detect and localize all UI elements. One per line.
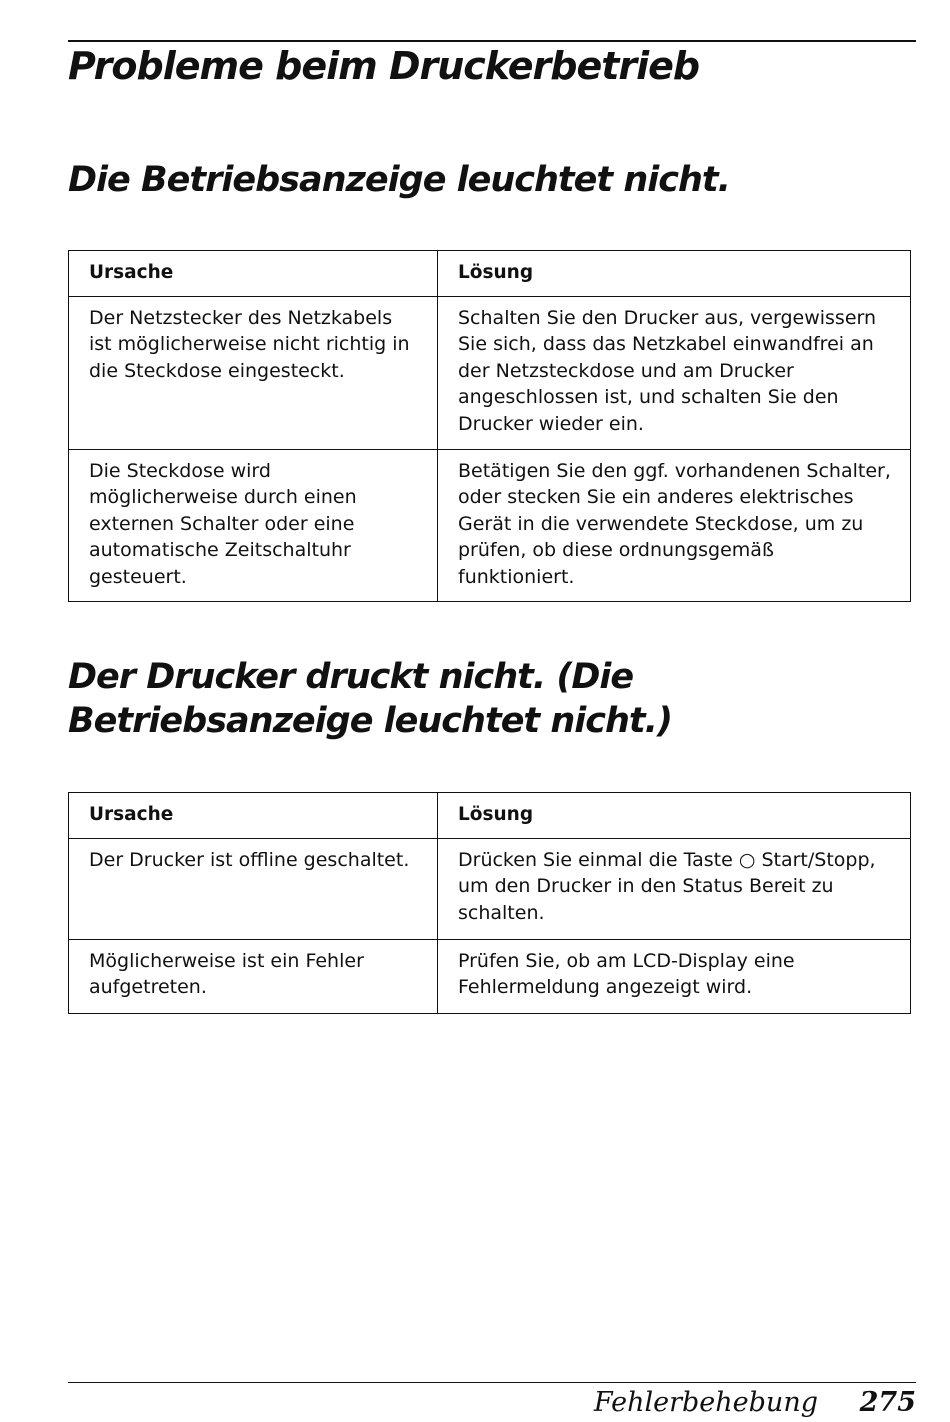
cause-cell: Der Drucker ist offline geschaltet. <box>69 839 438 940</box>
table-row <box>69 839 911 940</box>
footer-section-name: Fehlerbehebung <box>593 1387 818 1418</box>
footer-rule <box>68 1382 916 1383</box>
table-row <box>69 450 911 602</box>
table-header-row <box>69 793 911 839</box>
table-header-row <box>69 251 911 297</box>
troubleshooting-table-2 <box>68 792 911 1014</box>
cause-cell: Der Netzstecker des Netzkabels ist möglicherweise nicht richtig in die Steckdose eingesteckt. <box>69 297 438 450</box>
table-row <box>69 940 911 1014</box>
troubleshooting-table-1 <box>68 250 911 602</box>
section-heading-2: Der Drucker druckt nicht. (Die Betriebsanzeige leuchtet nicht.) <box>68 657 672 741</box>
solution-cell: Schalten Sie den Drucker aus, vergewissern Sie sich, dass das Netzkabel einwandfrei an der Netzsteckdose und am Drucker angeschlossen ist, und schalten Sie den Drucker wieder ein. <box>438 297 911 450</box>
section-heading-1: Die Betriebsanzeige leuchtet nicht. <box>68 160 730 200</box>
solution-cell: Prüfen Sie, ob am LCD-Display eine Fehlermeldung angezeigt wird. <box>438 940 911 1014</box>
column-header-solution: Lösung <box>438 251 911 297</box>
header-rule <box>68 40 916 42</box>
table-row <box>69 297 911 450</box>
page-number: 275 <box>859 1387 916 1418</box>
column-header-cause: Ursache <box>69 251 438 297</box>
cause-cell: Möglicherweise ist ein Fehler aufgetreten. <box>69 940 438 1014</box>
page-title: Probleme beim Druckerbetrieb <box>68 44 700 88</box>
solution-cell: Drücken Sie einmal die Taste ○ Start/Stopp, um den Drucker in den Status Bereit zu schalten. <box>438 839 911 940</box>
column-header-cause: Ursache <box>69 793 438 839</box>
cause-cell: Die Steckdose wird möglicherweise durch einen externen Schalter oder eine automatische Zeitschaltuhr gesteuert. <box>69 450 438 602</box>
column-header-solution: Lösung <box>438 793 911 839</box>
solution-cell: Betätigen Sie den ggf. vorhandenen Schalter, oder stecken Sie ein anderes elektrisches Gerät in die verwendete Steckdose, um zu prüfen, ob diese ordnungsgemäß funktioniert. <box>438 450 911 602</box>
